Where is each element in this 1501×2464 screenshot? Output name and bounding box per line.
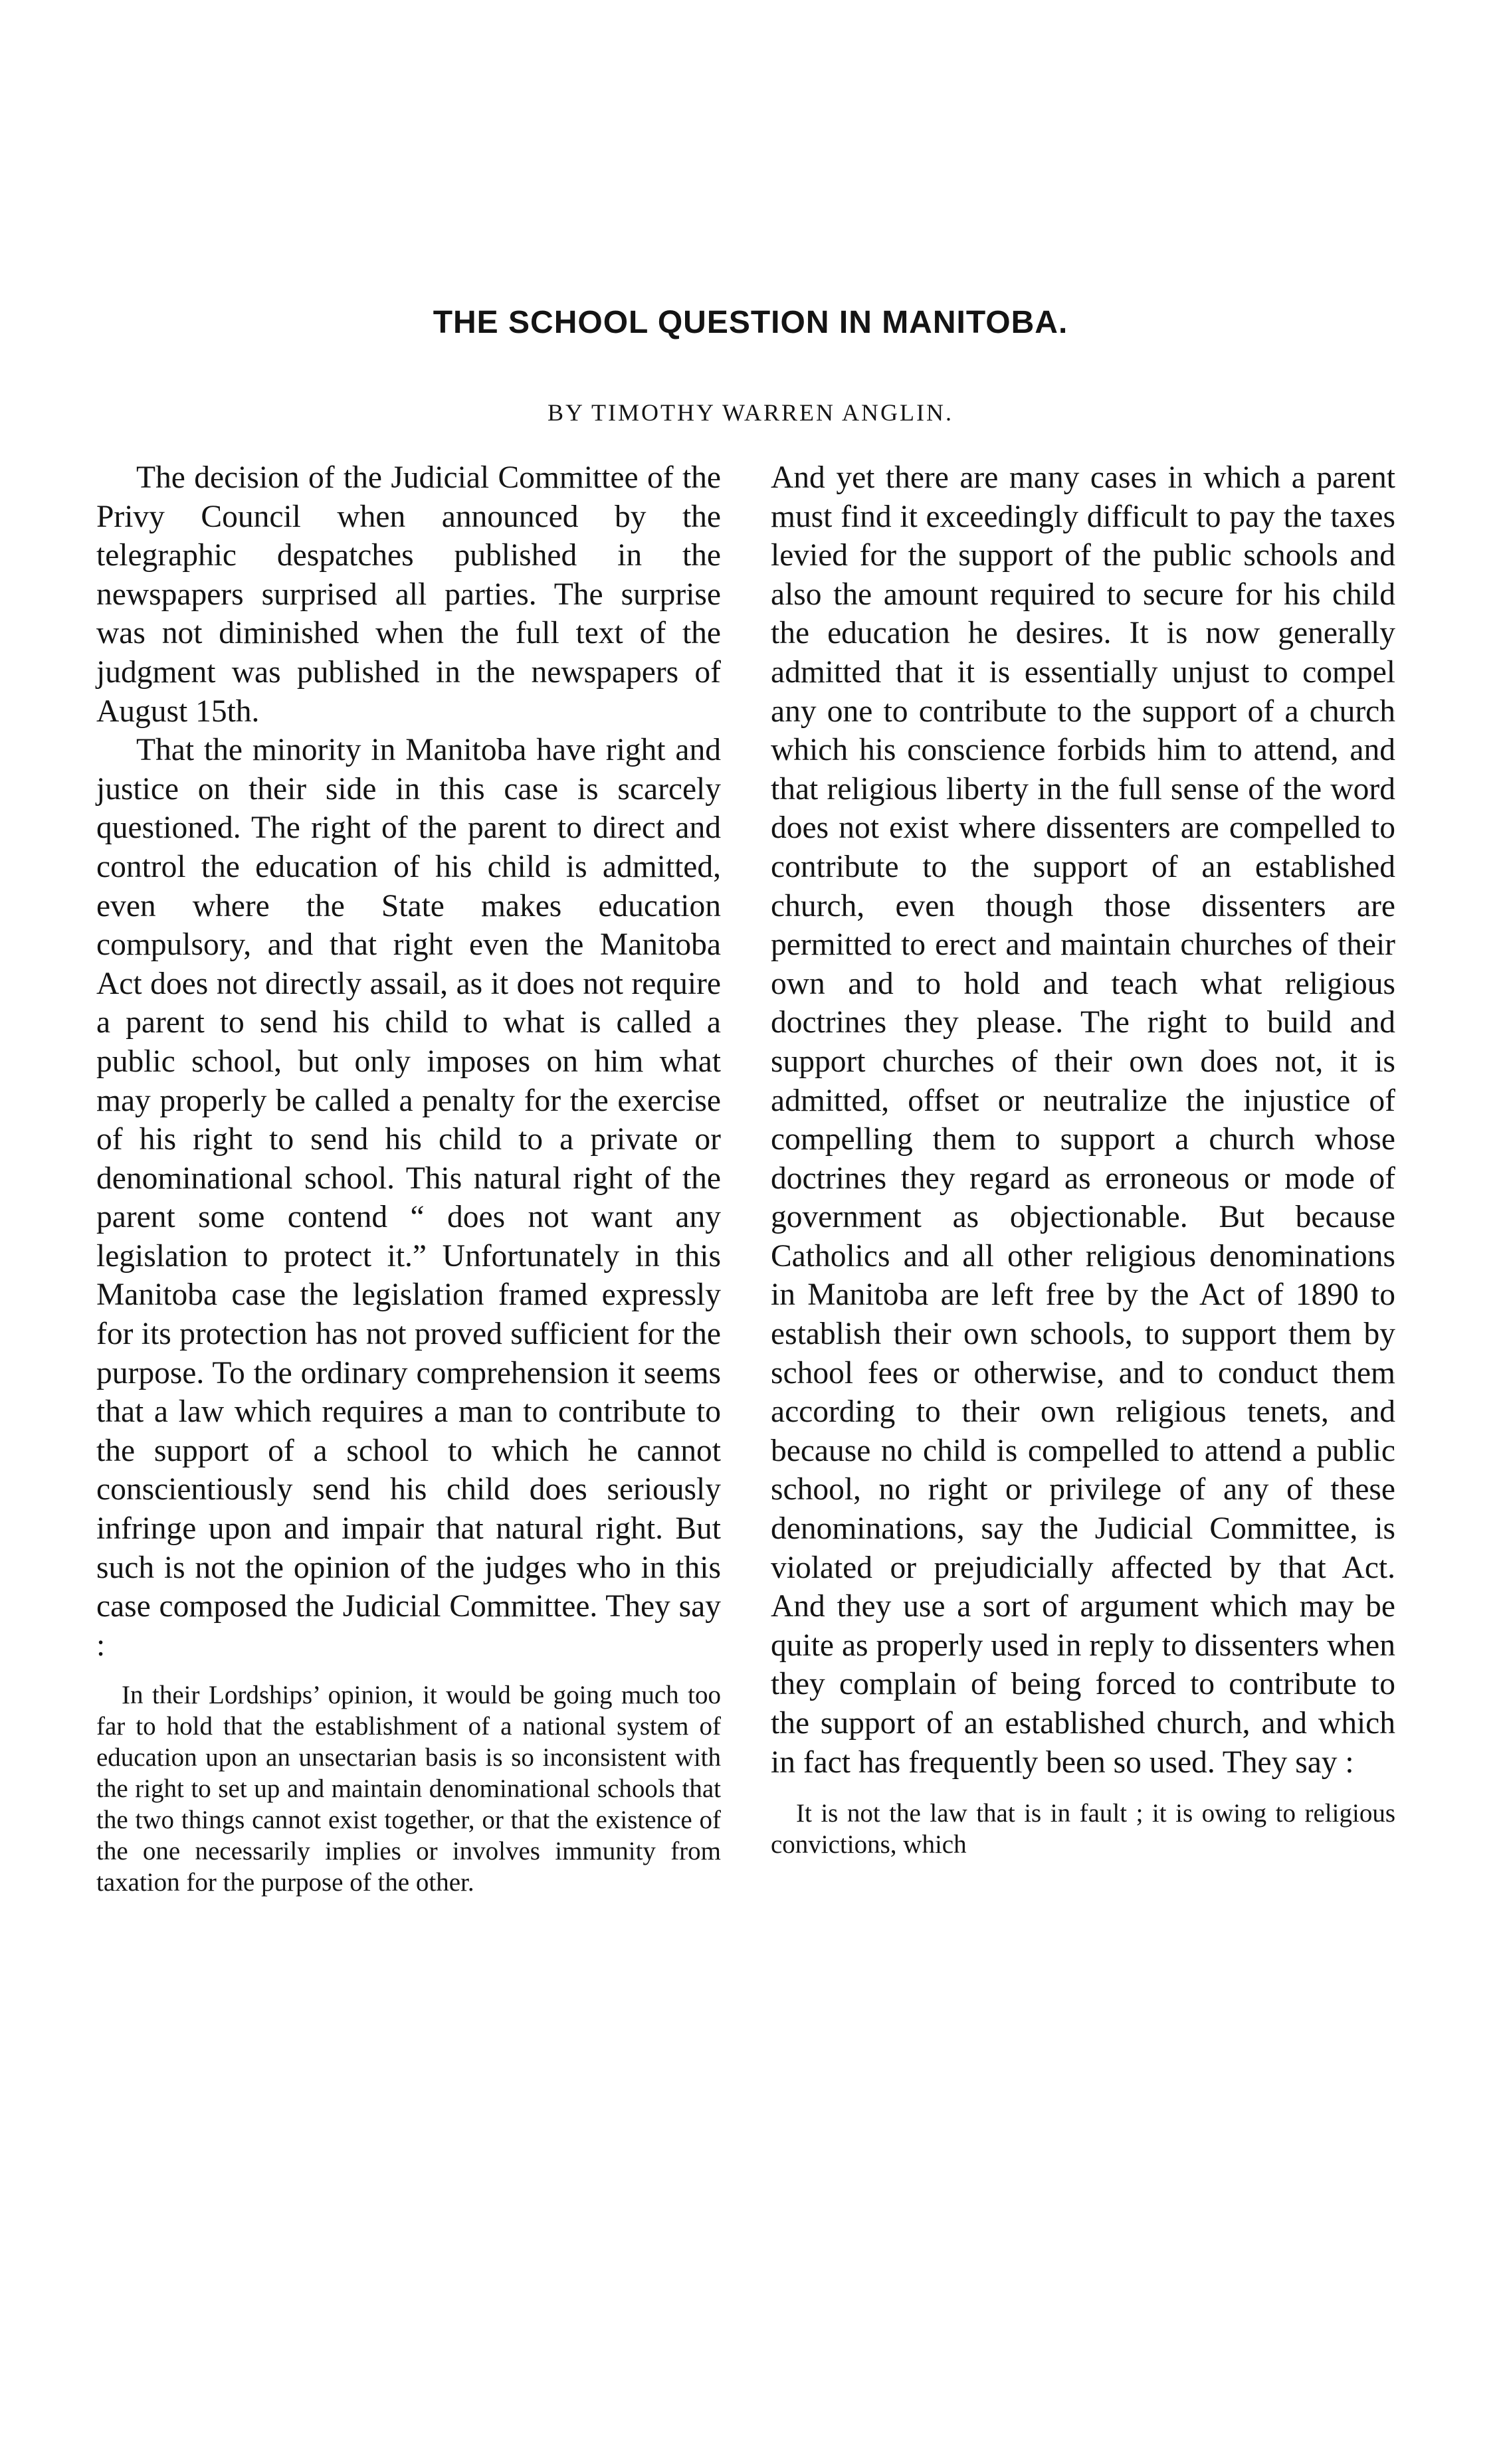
left-paragraph-2: That the minority in Manitoba have right and justice on their side in this case is scarcely questioned. The right of the parent to direct and control the education of his child is admitted, even where the State makes education compulsory, and that right even the Manitoba Act does not directly assail, as it does not require a parent to send his child to what is called a public school, but only imposes on him what may properly be called a penalty for the exercise of his right to send his child to a private or denominational school. This natural right of the parent some contend “ does not want any legislation to protect it.” Unfortunately in this Manitoba case the legislation framed expressly for its protection has not proved sufficient for the purpose. To the ordinary comprehension it seems that a law which requires a man to contribute to the support of a school to which he cannot conscientiously send his child does seriously infringe upon and impair that natural right. But such is not the opinion of the judges who in this case composed the Judicial Committee. They say : [96,733,721,1663]
article-title: THE SCHOOL QUESTION IN MANITOBA. [433,305,1068,340]
right-column [771,458,1395,1860]
left-paragraph-1: The decision of the Judicial Committee of the Privy Council when announced by the telegraphic despatches published in the newspapers surprised all parties. The surprise was not diminished when the full text of the judgment was published in the newspapers of August 15th. [96,460,721,729]
left-block-quote: In their Lordships’ opinion, it would be going much too far to hold that the establishment of a national system of education upon an unsectarian basis is so inconsistent with the right to set up and maintain denominational schools that the two things cannot exist together, or that the existence of the one necessarily implies or involves immunity from taxation for the purpose of the other. [96,1681,721,1897]
article-byline: BY TIMOTHY WARREN ANGLIN. [548,399,953,426]
right-paragraph-1: And yet there are many cases in which a parent must find it exceedingly difficult to pay the taxes levied for the support of the public schools and also the amount required to secure for his child the education he desires. It is now generally admitted that it is essentially unjust to compel any one to contribute to the support of a church which his conscience forbids him to attend, and that religious liberty in the full sense of the word does not exist where dissenters are compelled to contribute to the support of an established church, even though those dissenters are permitted to erect and maintain churches of their own and to hold and teach what religious doctrines they please. The right to build and support churches of their own does not, it is admitted, offset or neutralize the injustice of compelling them to support a church whose doctrines they regard as erroneous or mode of government as objectionable. But because Catholics and all other religious denominations in Manitoba are left free by the Act of 1890 to establish their own schools, to support them by school fees or otherwise, and to conduct them according to their own religious tenets, and because no child is compelled to attend a public school, no right or privilege of any of these denominations, say the Judicial Committee, is violated or prejudicially affected by that Act. And they use a sort of argument which may be quite as properly used in reply to dissenters when they complain of being forced to contribute to the support of an established church, and which in fact has frequently been so used. They say : [771,460,1395,1780]
left-column [96,458,721,1898]
right-block-quote: It is not the law that is in fault ; it is owing to religious convictions, which [771,1799,1395,1859]
